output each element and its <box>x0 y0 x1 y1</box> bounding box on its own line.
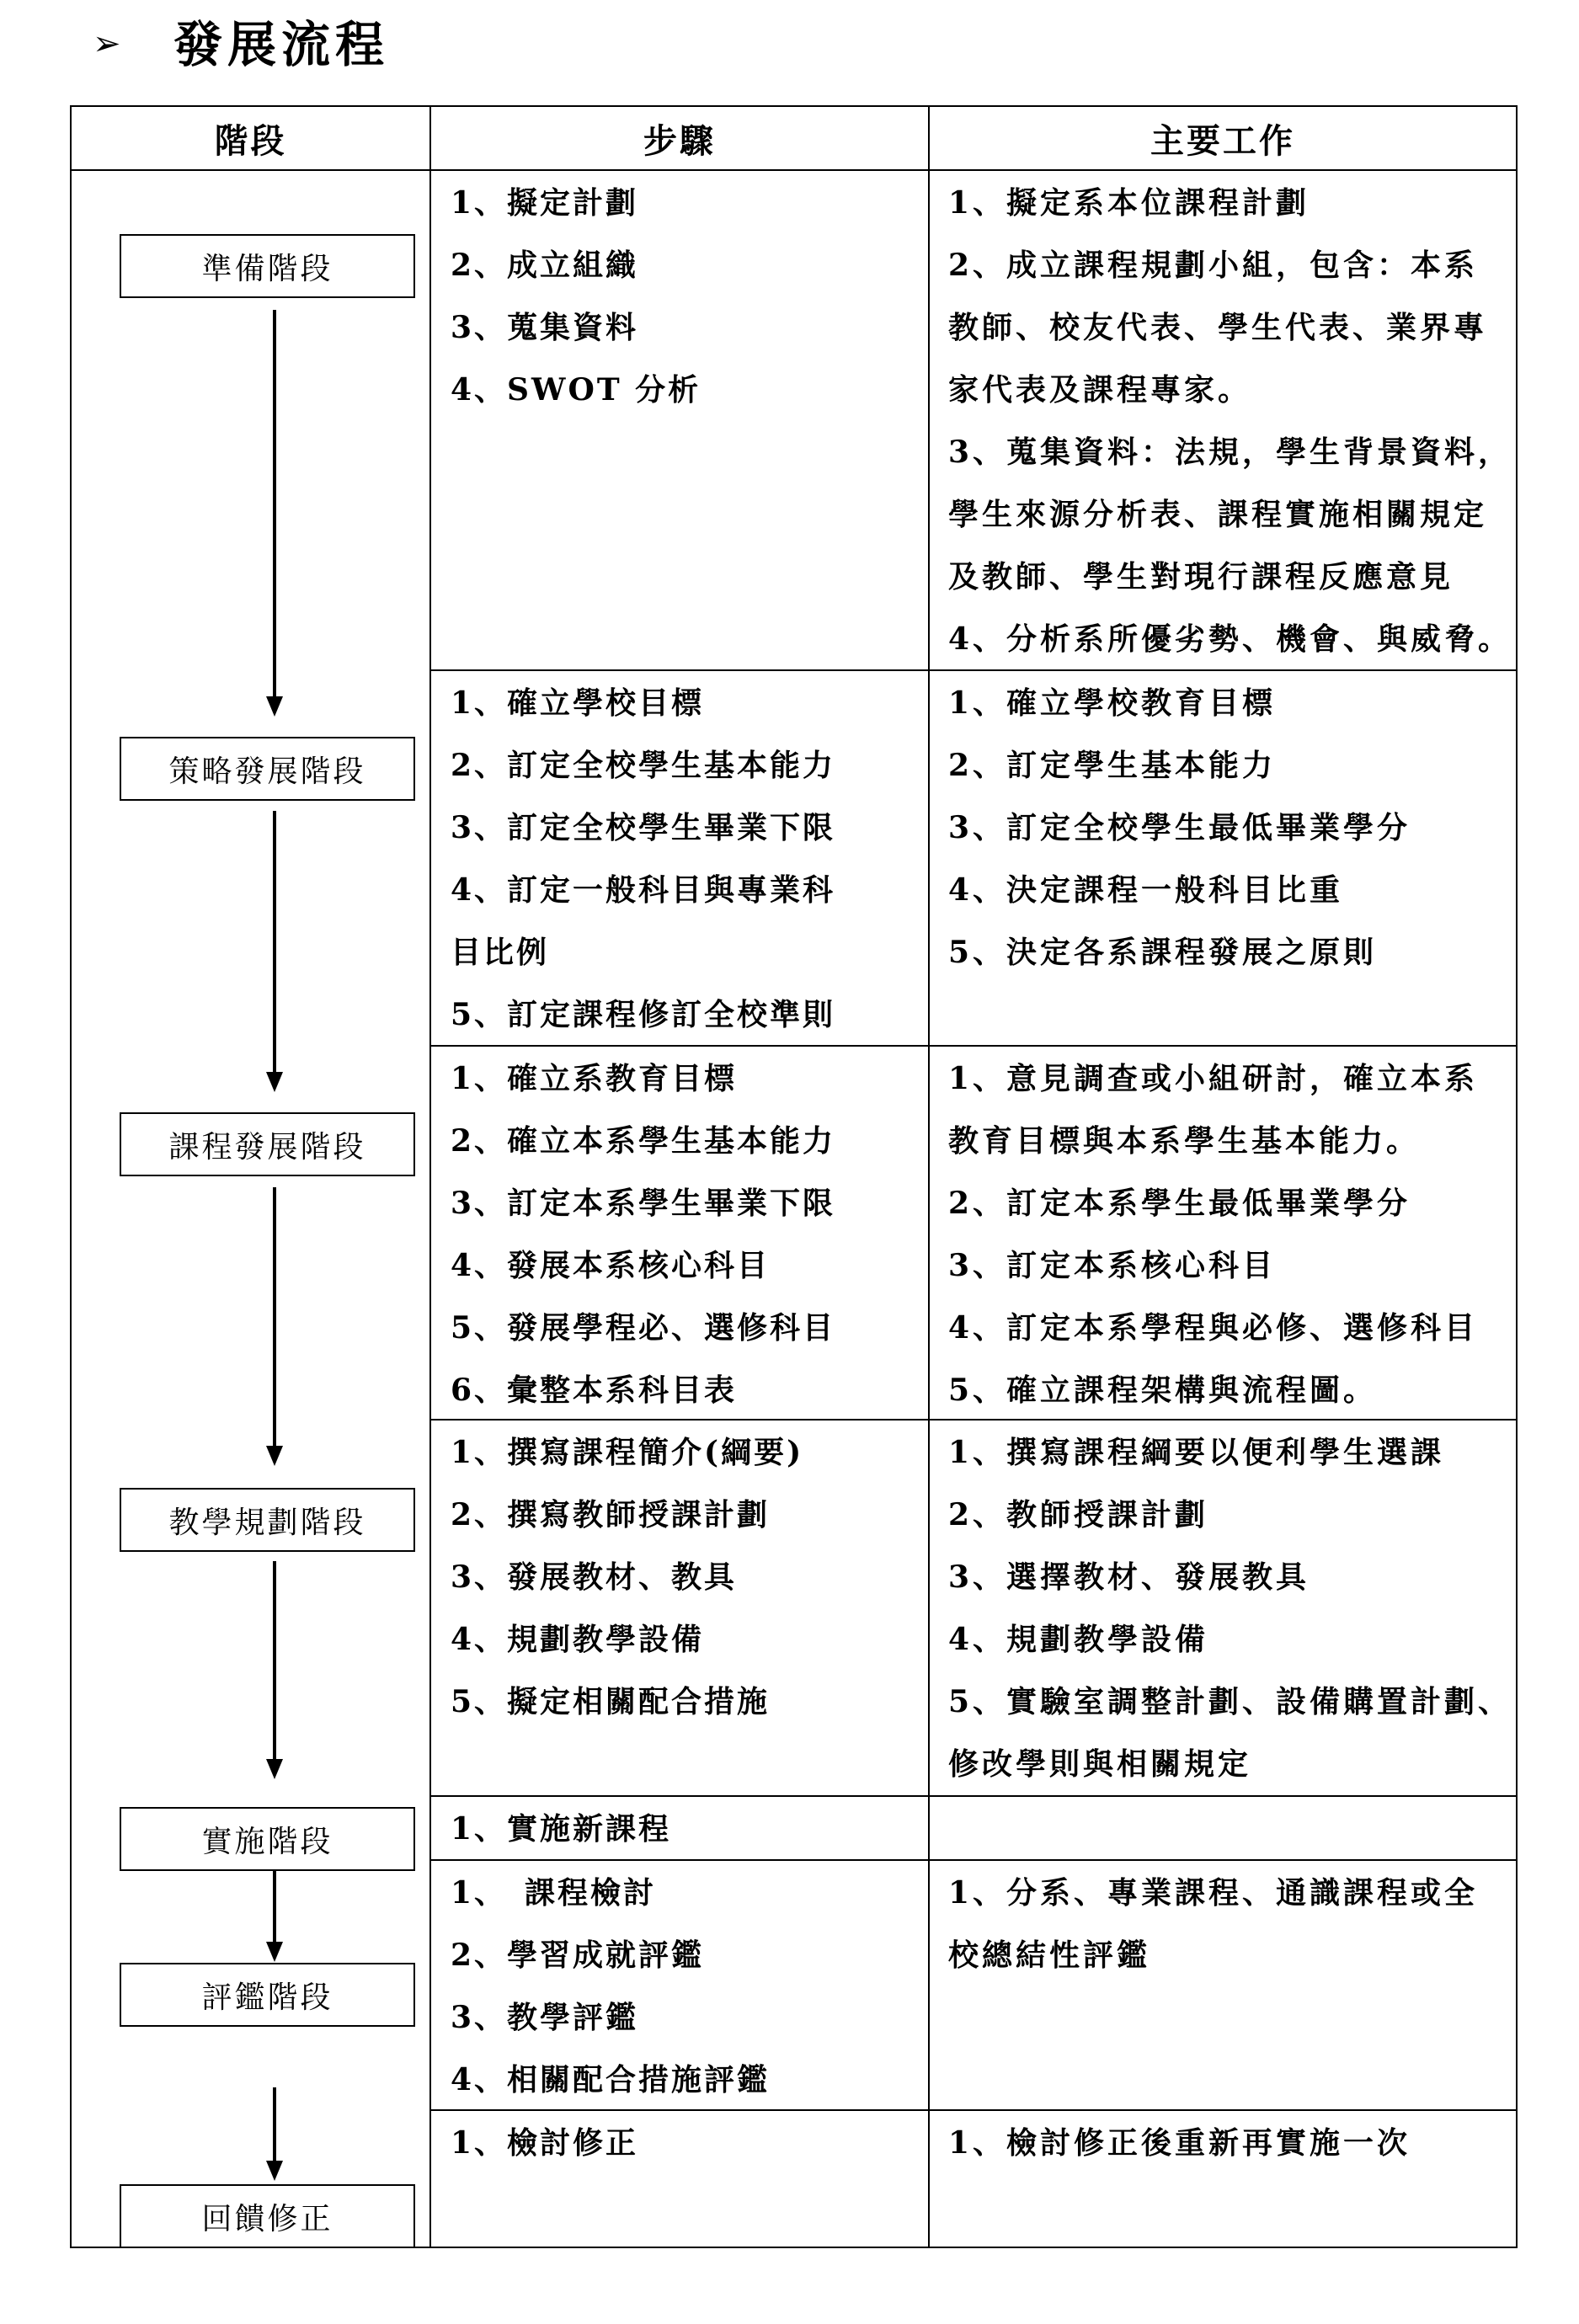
step-line: 2、成立組織 <box>451 248 639 283</box>
task-line: 2、教師授課計劃 <box>948 1497 1209 1532</box>
flow-arrow-2 <box>266 811 283 1092</box>
step-line: 2、撰寫教師授課計劃 <box>451 1497 771 1532</box>
tasks-cell <box>930 171 1518 671</box>
development-process-table <box>70 105 1518 2248</box>
step-line: 5、訂定課程修訂全校準則 <box>451 997 836 1032</box>
step-line: 3、訂定全校學生畢業下限 <box>451 810 836 845</box>
tasks-cell <box>930 671 1518 1047</box>
step-line: 1、確立學校目標 <box>451 685 705 721</box>
step-line: 3、教學評鑑 <box>451 2000 639 2035</box>
step-line: 3、蒐集資料 <box>451 310 639 345</box>
stage-box-strategy: 策略發展階段 <box>120 737 415 801</box>
task-line: 3、訂定本系核心科目 <box>948 1248 1277 1283</box>
task-line: 學生來源分析表、課程實施相關規定 <box>948 497 1488 532</box>
tasks-cell <box>930 1421 1518 1797</box>
flow-arrows <box>72 171 429 2247</box>
task-line: 5、決定各系課程發展之原則 <box>948 935 1378 970</box>
task-line: 1、擬定系本位課程計劃 <box>948 185 1310 221</box>
tasks-cell <box>930 1047 1518 1421</box>
steps-cell <box>431 1861 930 2111</box>
task-line: 4、決定課程一般科目比重 <box>948 872 1344 908</box>
stage-box-teaching-plan: 教學規劃階段 <box>120 1488 415 1552</box>
steps-cell <box>431 1421 930 1797</box>
task-line: 1、分系、專業課程、通識課程或全 <box>948 1875 1479 1911</box>
step-line: 4、SWOT 分析 <box>451 372 701 408</box>
step-line: 2、確立本系學生基本能力 <box>451 1123 836 1159</box>
section-title: 發展流程 <box>173 16 390 73</box>
stage-box-curriculum: 課程發展階段 <box>120 1112 415 1176</box>
task-line: 1、檢討修正後重新再實施一次 <box>948 2125 1411 2161</box>
tasks-cell <box>930 2111 1518 2248</box>
step-line: 1、實施新課程 <box>451 1811 672 1847</box>
flow-arrow-6 <box>266 2087 283 2181</box>
task-line: 3、選擇教材、發展教具 <box>948 1559 1310 1595</box>
steps-cell <box>431 1047 930 1421</box>
task-line: 2、訂定本系學生最低畢業學分 <box>948 1186 1411 1221</box>
step-line: 1、檢討修正 <box>451 2125 639 2161</box>
header-tasks: 主要工作 <box>930 105 1518 171</box>
stage-box-implementation: 實施階段 <box>120 1807 415 1871</box>
task-line: 2、訂定學生基本能力 <box>948 748 1277 783</box>
stage-box-feedback: 回饋修正 <box>120 2184 415 2248</box>
arrow-bullet-icon: ➢ <box>93 24 121 63</box>
task-line: 1、意見調查或小組研討，確立本系 <box>948 1061 1479 1096</box>
task-line: 1、確立學校教育目標 <box>948 685 1277 721</box>
task-line: 及教師、學生對現行課程反應意見 <box>948 559 1454 594</box>
task-line: 5、確立課程架構與流程圖。 <box>948 1373 1378 1408</box>
tasks-cell <box>930 1861 1518 2111</box>
stage-box-preparation: 準備階段 <box>120 234 415 298</box>
step-line: 4、相關配合措施評鑑 <box>451 2062 771 2097</box>
steps-cell <box>431 1797 930 1861</box>
task-line: 2、成立課程規劃小組，包含：本系 <box>948 248 1479 283</box>
header-steps: 步驟 <box>431 105 930 171</box>
step-line: 4、規劃教學設備 <box>451 1622 705 1657</box>
step-line: 6、彙整本系科目表 <box>451 1373 738 1408</box>
task-line: 教師、校友代表、學生代表、業界專 <box>948 310 1488 345</box>
task-line: 校總結性評鑑 <box>948 1938 1151 1973</box>
task-line: 3、訂定全校學生最低畢業學分 <box>948 810 1411 845</box>
task-line: 家代表及課程專家。 <box>948 372 1252 408</box>
task-line: 5、實驗室調整計劃、設備購置計劃、 <box>948 1684 1512 1719</box>
stage-flow-column <box>70 171 431 2248</box>
flow-arrow-1 <box>266 310 283 717</box>
step-line: 1、撰寫課程簡介(綱要) <box>451 1435 804 1470</box>
header-stage: 階段 <box>70 105 431 171</box>
flow-arrow-5 <box>266 1871 283 1962</box>
task-line: 4、分析系所優劣勢、機會、與威脅。 <box>948 621 1512 657</box>
step-line: 5、發展學程必、選修科目 <box>451 1310 836 1346</box>
stage-box-evaluation: 評鑑階段 <box>120 1963 415 2027</box>
step-line: 5、擬定相關配合措施 <box>451 1684 771 1719</box>
task-line: 教育目標與本系學生基本能力。 <box>948 1123 1421 1159</box>
step-line: 4、訂定一般科目與專業科 <box>451 872 836 908</box>
step-line: 1、擬定計劃 <box>451 185 639 221</box>
steps-cell <box>431 671 930 1047</box>
flow-arrow-4 <box>266 1561 283 1779</box>
step-line: 2、訂定全校學生基本能力 <box>451 748 836 783</box>
flow-arrow-3 <box>266 1187 283 1466</box>
task-line: 4、規劃教學設備 <box>948 1622 1209 1657</box>
step-line: 目比例 <box>451 935 550 970</box>
steps-cell <box>431 171 930 671</box>
step-line: 2、學習成就評鑑 <box>451 1938 705 1973</box>
tasks-cell <box>930 1797 1518 1861</box>
task-line: 3、蒐集資料：法規，學生背景資料， <box>948 434 1512 470</box>
step-line: 3、發展教材、教具 <box>451 1559 738 1595</box>
step-line: 1、 課程檢討 <box>451 1875 657 1911</box>
task-line: 修改學則與相關規定 <box>948 1746 1252 1782</box>
step-line: 3、訂定本系學生畢業下限 <box>451 1186 836 1221</box>
task-line: 4、訂定本系學程與必修、選修科目 <box>948 1310 1479 1346</box>
step-line: 4、發展本系核心科目 <box>451 1248 771 1283</box>
task-line: 1、撰寫課程綱要以便利學生選課 <box>948 1435 1445 1470</box>
steps-cell <box>431 2111 930 2248</box>
step-line: 1、確立系教育目標 <box>451 1061 738 1096</box>
